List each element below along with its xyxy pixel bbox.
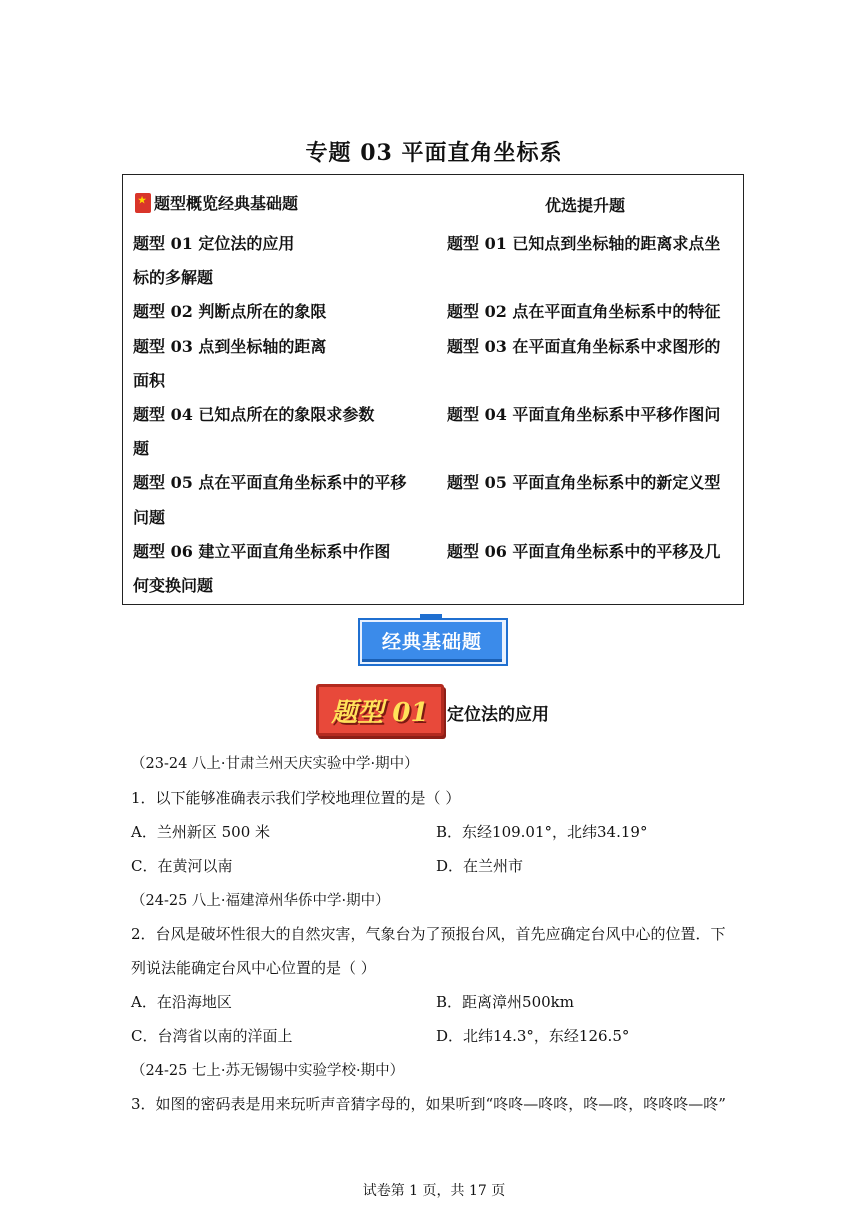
q2-option-c: C．台湾省以南的洋面上 <box>131 1027 293 1045</box>
book-icon <box>135 193 151 213</box>
overview-left-line: 题型 04 已知点所在的象限求参数 <box>133 405 375 425</box>
q3-source: （24-25 七上·苏无锡锡中实验学校·期中） <box>131 1063 405 1079</box>
question-type-overview <box>122 174 744 605</box>
overview-right-line <box>447 364 720 398</box>
q2-option-b: B．距离漳州500km <box>436 993 574 1011</box>
page-title: 专题 03 平面直角坐标系 <box>305 140 563 166</box>
banner-tab <box>420 614 442 620</box>
q1-option-d: D．在兰州市 <box>436 857 524 875</box>
overview-right-line <box>447 569 720 603</box>
overview-left-line: 标的多解题 <box>133 268 214 288</box>
overview-right-header: 优选提升题 <box>545 196 626 215</box>
q2-stem-line2: 列说法能确定台风中心位置的是（ ） <box>131 959 376 977</box>
q2-source: （24-25 八上·福建漳州华侨中学·期中） <box>131 893 390 909</box>
overview-right-line <box>447 261 720 295</box>
overview-right-line: 题型 03 在平面直角坐标系中求图形的 <box>447 336 721 356</box>
overview-left-line: 题型 01 定位法的应用 <box>133 234 295 253</box>
overview-left-line: 题型 05 点在平面直角坐标系中的平移 <box>133 473 407 493</box>
overview-right-line: 题型 05 平面直角坐标系中的新定义型 <box>447 473 721 493</box>
section-banner-label: 经典基础题 <box>362 622 502 662</box>
overview-right-line: 题型 06 平面直角坐标系中的平移及几 <box>447 541 721 561</box>
section-banner <box>356 614 510 668</box>
overview-left-list <box>133 227 406 603</box>
q1-option-a: A．兰州新区 500 米 <box>131 823 270 841</box>
q2-option-a: A．在沿海地区 <box>131 993 232 1011</box>
q1-option-c: C．在黄河以南 <box>131 857 233 875</box>
overview-left-header-text: 题型概览经典基础题 <box>154 194 299 213</box>
overview-right-line: 题型 04 平面直角坐标系中平移作图问 <box>447 405 721 425</box>
overview-left-line: 何变换问题 <box>133 576 214 596</box>
question-type-label: 定位法的应用 <box>447 705 549 725</box>
overview-left-header <box>135 191 298 214</box>
overview-right-line: 题型 01 已知点到坐标轴的距离求点坐 <box>447 234 721 253</box>
overview-left-line: 题型 02 判断点所在的象限 <box>133 302 327 322</box>
overview-left-line: 题 <box>133 439 150 459</box>
question-type-badge: 题型 01 <box>316 684 444 736</box>
q3-stem: 3．如图的密码表是用来玩听声音猜字母的，如果听到“咚咚—咚咚，咚—咚，咚咚咚—咚” <box>131 1095 726 1113</box>
overview-left-line: 问题 <box>133 507 166 527</box>
q1-option-b: B．东经109.01°，北纬34.19° <box>436 823 648 841</box>
q1-stem: 1．以下能够准确表示我们学校地理位置的是（ ） <box>131 789 461 807</box>
q1-source: （23-24 八上·甘肃兰州天庆实验中学·期中） <box>131 756 419 772</box>
overview-left-line: 题型 06 建立平面直角坐标系中作图 <box>133 541 391 561</box>
overview-right-line <box>447 432 720 466</box>
overview-left-line: 题型 03 点到坐标轴的距离 <box>133 336 327 356</box>
q2-option-d: D．北纬14.3°，东经126.5° <box>436 1027 630 1045</box>
overview-right-line <box>447 501 720 535</box>
q2-stem-line1: 2．台风是破坏性很大的自然灾害，气象台为了预报台风，首先应确定台风中心的位置．下 <box>131 925 726 943</box>
overview-right-list <box>447 227 720 603</box>
page-footer: 试卷第 1 页，共 17 页 <box>362 1183 506 1199</box>
overview-left-line: 面积 <box>133 370 166 390</box>
overview-right-line: 题型 02 点在平面直角坐标系中的特征 <box>447 302 721 322</box>
